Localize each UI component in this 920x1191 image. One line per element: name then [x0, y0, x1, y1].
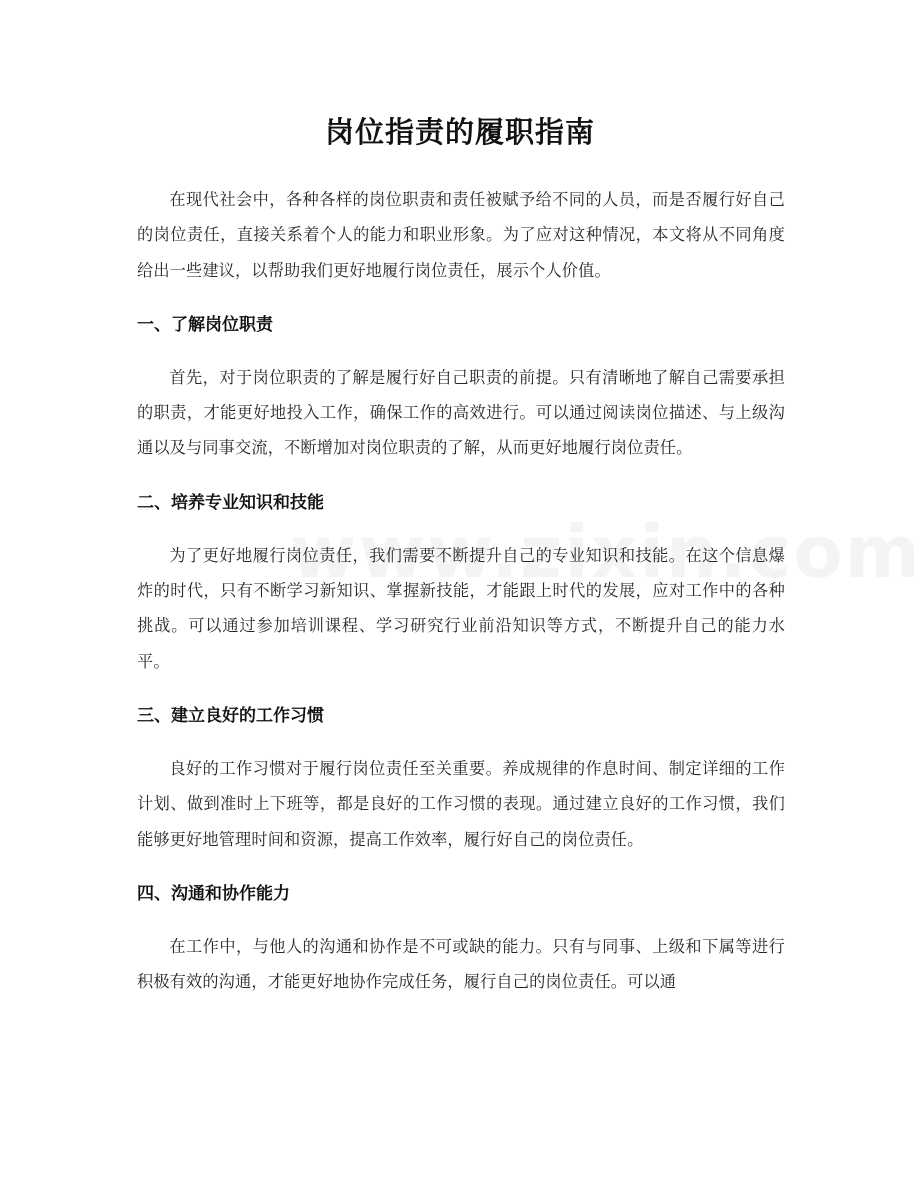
- section-paragraph-2: 为了更好地履行岗位责任，我们需要不断提升自己的专业知识和技能。在这个信息爆炸的时代，只有不断学习新知识、掌握新技能，才能跟上时代的发展，应对工作中的各种挑战。可以通过参加培训课程、学习研究行业前沿知识等方式，不断提升自己的能力水平。: [137, 545, 785, 671]
- section-paragraph-3: 良好的工作习惯对于履行岗位责任至关重要。养成规律的作息时间、制定详细的工作计划、做到准时上下班等，都是良好的工作习惯的表现。通过建立良好的工作习惯，我们能够更好地管理时间和资源，提高工作效率，履行好自己的岗位责任。: [137, 758, 785, 849]
- section-paragraph-1: 首先，对于岗位职责的了解是履行好自己职责的前提。只有清晰地了解自己需要承担的职责，才能更好地投入工作，确保工作的高效进行。可以通过阅读岗位描述、与上级沟通以及与同事交流，不断增加对岗位职责的了解，从而更好地履行岗位责任。: [137, 367, 785, 458]
- document-title: 岗位指责的履职指南: [324, 115, 595, 149]
- section-heading-4: 四、沟通和协作能力: [137, 883, 290, 904]
- section-heading-1: 一、了解岗位职责: [137, 314, 273, 335]
- document-body: [137, 182, 785, 999]
- section-heading-3: 三、建立良好的工作习惯: [137, 705, 324, 726]
- section-heading-2: 二、培养专业知识和技能: [137, 492, 324, 513]
- section-paragraph-4: 在工作中，与他人的沟通和协作是不可或缺的能力。只有与同事、上级和下属等进行积极有效的沟通，才能更好地协作完成任务，履行自己的岗位责任。可以通: [137, 936, 785, 992]
- intro-paragraph: 在现代社会中，各种各样的岗位职责和责任被赋予给不同的人员，而是否履行好自己的岗位责任，直接关系着个人的能力和职业形象。为了应对这种情况，本文将从不同角度给出一些建议，以帮助我们更好地履行岗位责任，展示个人价值。: [137, 190, 785, 280]
